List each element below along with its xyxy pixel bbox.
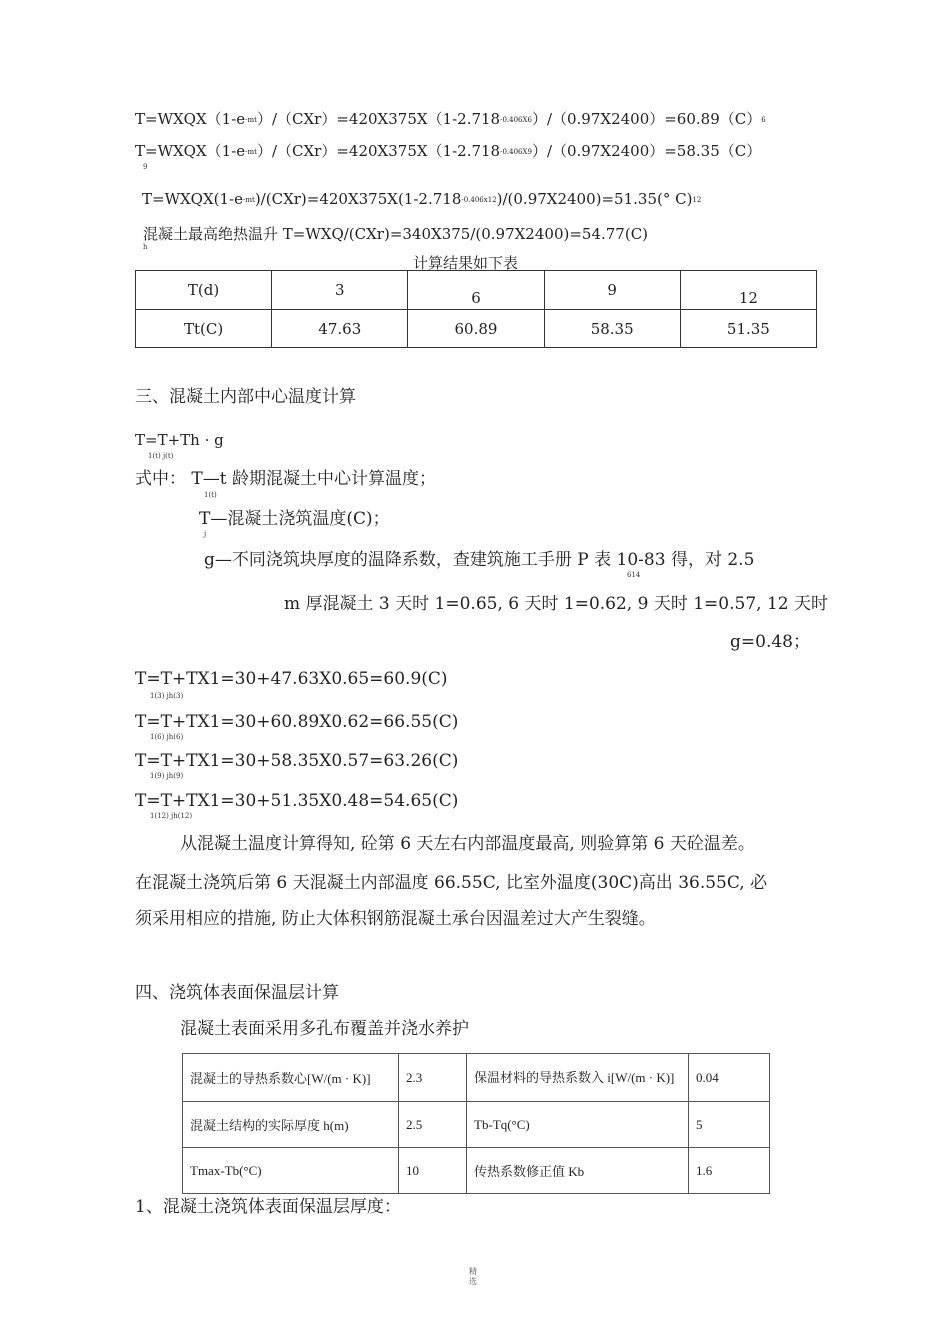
table-cell: 混凝土的导热系数心[W/(m · K)] — [183, 1054, 399, 1102]
formula-t9-subscript: 9 — [143, 163, 148, 171]
table-cell: 47.63 — [272, 310, 408, 348]
formula-adiabatic-subscript: h — [143, 243, 148, 251]
definition-g-subscript: 614 — [627, 571, 641, 579]
table-cell: Tmax-Tb(°C) — [183, 1148, 399, 1194]
formula-t12: $T=WXQX(1-e^{-mt})/(CXr)=420X375X(1-2.718^{-0.406x12})/(0.97X2400)=51.35(^\circ$ C)$^{12}$ — [142, 190, 702, 208]
definition-tj: T—混凝土浇筑温度(C)； — [199, 509, 390, 529]
table-cell: 混凝土结构的实际厚度 h(m) — [183, 1102, 399, 1148]
center-temp-formula-subscript: 1(t) j(t) — [148, 452, 174, 460]
table-cell: 保温材料的导热系数入 i[W/(m · K)] — [467, 1054, 689, 1102]
section3-heading: 三、混凝土内部中心温度计算 — [135, 387, 356, 407]
calc-day3-subscript: 1(3) jh(3) — [150, 692, 184, 700]
result-table — [135, 270, 817, 348]
definition-g-end: g=0.48； — [730, 632, 810, 652]
calc-day12-subscript: 1(12) jh(12) — [150, 812, 193, 820]
table-cell: 3 — [272, 271, 408, 310]
table-cell: 6 — [408, 271, 544, 310]
section4-intro: 混凝土表面采用多孔布覆盖并浇水养护 — [180, 1019, 469, 1039]
paragraph-line2: 在混凝土浇筑后第 6 天混凝土内部温度 66.55C, 比室外温度(30C)高出 36.55C, 必 — [135, 873, 768, 893]
table-row — [183, 1054, 770, 1102]
table1-caption: 计算结果如下表 — [413, 254, 519, 272]
calc-day9-subscript: 1(9) jh(9) — [150, 772, 184, 780]
calc-day3: T=T+TX1=30+47.63X0.65=60.9(C) — [135, 669, 448, 689]
parameter-table — [182, 1053, 770, 1194]
definition-t1-subscript: 1(t) — [204, 491, 217, 499]
formula-adiabatic-rise: 混凝土最高绝热温升 T=WXQ/(CXr)=340X375/(0.97X2400)=54.77(C) — [143, 225, 649, 243]
paragraph-line1: 从混凝土温度计算得知, 砼第 6 天左右内部温度最高, 则验算第 6 天砼温差。 — [180, 834, 755, 854]
table-cell: 5 — [689, 1102, 770, 1148]
table-cell: 2.5 — [399, 1102, 467, 1148]
center-temp-formula: T=T+Th · g — [135, 431, 224, 449]
table-cell: 58.35 — [544, 310, 680, 348]
calc-day9: T=T+TX1=30+58.35X0.57=63.26(C) — [135, 751, 459, 771]
table-cell: 60.89 — [408, 310, 544, 348]
section4-heading: 四、浇筑体表面保温层计算 — [135, 983, 339, 1003]
calc-day6-subscript: 1(6) jh(6) — [150, 733, 184, 741]
definition-tj-subscript: j — [204, 530, 207, 538]
table-row — [183, 1102, 770, 1148]
table-cell: 0.04 — [689, 1054, 770, 1102]
table-cell: Tb-Tq(°C) — [467, 1102, 689, 1148]
paragraph-line3: 须采用相应的措施, 防止大体积钢筋混凝土承台因温差过大产生裂缝。 — [135, 909, 656, 929]
table-row — [183, 1148, 770, 1194]
table-cell: 2.3 — [399, 1054, 467, 1102]
table-cell: Tt(C) — [136, 310, 272, 348]
table-cell: 12 — [680, 271, 816, 310]
subsection-1-heading: 1、混凝土浇筑体表面保温层厚度： — [135, 1197, 401, 1217]
definition-t1: 式中： T—t 龄期混凝土中心计算温度； — [135, 469, 436, 489]
calc-day6: T=T+TX1=30+60.89X0.62=66.55(C) — [135, 712, 459, 732]
calc-day12: T=T+TX1=30+51.35X0.48=54.65(C) — [135, 791, 459, 811]
table-row — [136, 310, 817, 348]
table-cell: 10 — [399, 1148, 467, 1194]
table-cell: 1.6 — [689, 1148, 770, 1194]
formula-t6: $T=WXQX(1-e^{-mt})/(CXr)=420X375X(1-2.718^{-0.406X6})/(0.97X2400)=60.89(C)^6$ — [135, 110, 766, 128]
definition-g: g—不同浇筑块厚度的温降系数，查建筑施工手册 P 表 10-83 得，对 2.5 — [204, 550, 755, 570]
table-cell: 传热系数修正值 Kb — [467, 1148, 689, 1194]
page-footer: 精选 — [469, 1267, 477, 1286]
definition-g-cont: m 厚混凝土 3 天时 1=0.65, 6 天时 1=0.62, 9 天时 1=0.57, 12 天时 — [284, 594, 828, 614]
formula-t9: $T=WXQX(1-e^{-mt})/(CXr)=420X375X(1-2.718^{-0.406X9})/(0.97X2400)=58.35(C)$ — [135, 142, 762, 160]
table-cell: 9 — [544, 271, 680, 310]
table-row — [136, 271, 817, 310]
table-cell: T(d) — [136, 271, 272, 310]
table-cell: 51.35 — [680, 310, 816, 348]
